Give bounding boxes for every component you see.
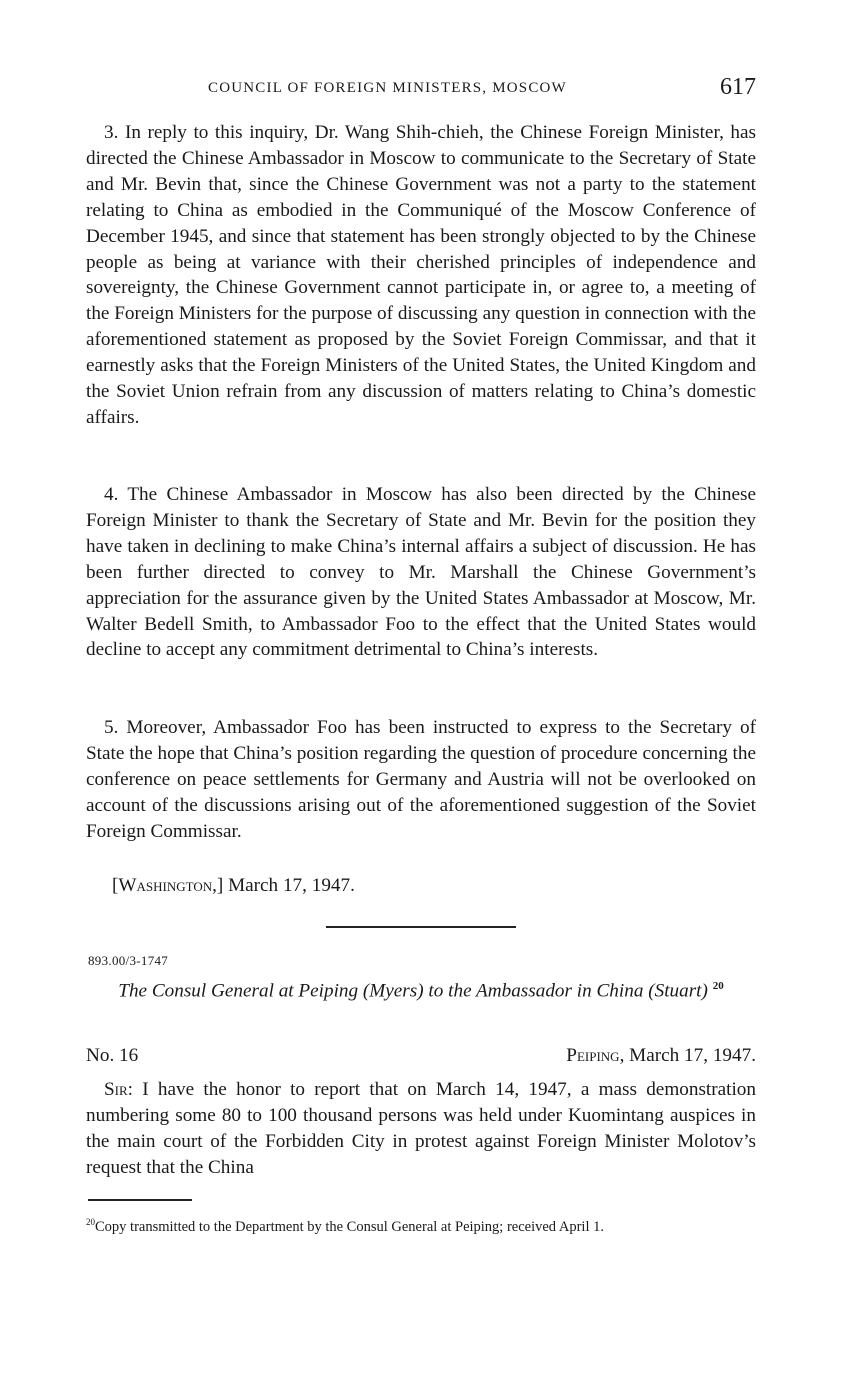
footnote	[86, 1213, 756, 1237]
paragraph-4-text: 4. The Chinese Ambassador in Moscow has also been directed by the Chinese Foreign Minister to thank the Secretary of State and Mr. Bevin for the position they have taken in declining to make China’s internal affairs a subject of discussion. He has been further directed to convey to Mr. Marshall the Chinese Government’s appreciation for the assurance given by the United States Ambassador at Moscow, Mr. Walter Bedell Smith, to Ambassador Foo to the effect that the United States would decline to accept any commitment detrimental to China’s interests.	[86, 484, 756, 661]
page-number: 617	[720, 74, 756, 100]
document-place-date	[566, 1045, 756, 1067]
footnote-reference: 20	[712, 980, 724, 992]
salutation: Sir	[104, 1079, 128, 1100]
document-title-text: The Consul General at Peiping (Myers) to the Ambassador in China (Stuart)	[118, 980, 708, 1002]
document-title	[86, 974, 756, 1004]
document-date: March 17, 1947.	[629, 1045, 756, 1066]
running-title: COUNCIL OF FOREIGN MINISTERS, MOSCOW	[208, 80, 567, 96]
document-place: Peiping,	[566, 1045, 625, 1066]
letter-body	[86, 1077, 756, 1181]
paragraph-4	[86, 482, 756, 663]
dateline-date: March 17, 1947.	[228, 875, 355, 896]
section-divider	[326, 926, 516, 928]
paragraph-3	[86, 120, 756, 431]
footnote-divider	[88, 1199, 192, 1201]
file-number: 893.00/3-1747	[88, 953, 169, 968]
paragraph-5	[86, 715, 756, 845]
paragraph-5-text: 5. Moreover, Ambassador Foo has been instructed to express to the Secretary of State the hope that China’s position regarding the question of procedure concerning the conference on peace settlements for Germany and Austria will not be overlooked on account of the discussions arising out of the aforementioned suggestion of the Soviet Foreign Commissar.	[86, 717, 756, 842]
document-number: No. 16	[86, 1045, 139, 1066]
paragraph-3-text: 3. In reply to this inquiry, Dr. Wang Shih-chieh, the Chinese Foreign Minister, has directed the Chinese Ambassador in Moscow to communicate to the Secretary of State and Mr. Bevin that, since the Chinese Government was not a party to the statement relating to China as embodied in the Communiqué of the Moscow Conference of December 1945, and since that statement has been strongly objected to by the Chinese people as being at variance with their cherished principles of independence and sovereignty, the Chinese Government cannot participate in, or agree to, a meeting of the Foreign Ministers for the purpose of discussing any question in connection with the aforementioned statement as proposed by the Soviet Foreign Commissar, and that it earnestly asks that the Foreign Ministers of the United States, the United Kingdom and the Soviet Union refrain from any discussion of matters relating to China’s domestic affairs.	[86, 122, 756, 428]
running-header	[86, 74, 756, 104]
dateline	[112, 875, 355, 897]
footnote-marker: 20	[86, 1217, 95, 1227]
dateline-place: [Washington,]	[112, 875, 224, 896]
letter-body-text: : I have the honor to report that on March 14, 1947, a mass demonstration numbering some 80 to 100 thousand persons was held under Kuomintang auspices in the main court of the Forbidden City in protest against Foreign Minister Molotov’s request that the China	[86, 1079, 756, 1178]
footnote-text: Copy transmitted to the Department by the Consul General at Peiping; received April 1.	[95, 1218, 604, 1235]
